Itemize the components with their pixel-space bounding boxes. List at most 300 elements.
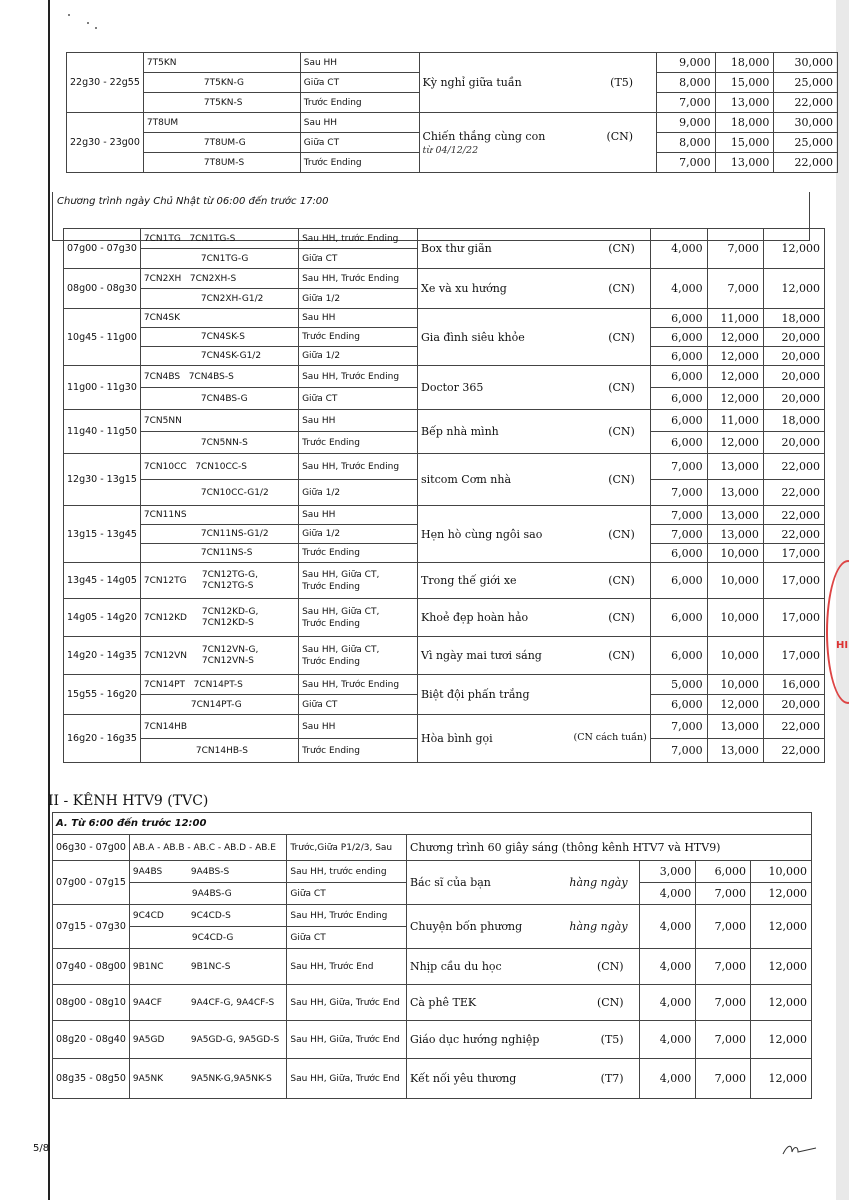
- program-code: 7CN1TG-G: [140, 249, 298, 269]
- price: 17,000: [763, 563, 824, 599]
- position: Sau HH: [299, 410, 418, 432]
- time-slot: 22g30 - 22g55: [67, 53, 144, 113]
- code-sub: 7CN2XH-S: [189, 273, 237, 284]
- price: 7,000: [650, 525, 707, 544]
- price: 12,000: [707, 347, 763, 366]
- price: 13,000: [707, 506, 763, 525]
- price: 12,000: [751, 1021, 812, 1059]
- airing-day: (CN): [608, 473, 635, 486]
- position: Giữa 1/2: [299, 347, 418, 366]
- price: 7,000: [696, 949, 751, 985]
- program-name-cell: [418, 637, 651, 675]
- price: 6,000: [650, 563, 707, 599]
- price: 4,000: [639, 949, 696, 985]
- price: 6,000: [696, 861, 751, 883]
- code-main: 7CN12TG: [143, 576, 187, 586]
- price: 4,000: [639, 985, 696, 1021]
- position: Trước,Giữa P1/2/3, Sau: [287, 835, 407, 861]
- program-name-cell: [406, 1021, 639, 1059]
- time-slot: 08g00 - 08g30: [64, 269, 141, 309]
- position: Trước Ending: [299, 328, 418, 347]
- program-code: [129, 905, 286, 927]
- program-code: 7CN4SK-S: [140, 328, 298, 347]
- airing-day: hàng ngày: [569, 920, 628, 933]
- program-code: 7CN14HB-S: [140, 739, 298, 763]
- time-slot: 11g40 - 11g50: [64, 410, 141, 454]
- price: 30,000: [774, 113, 838, 133]
- position: Sau HH, Trước Ending: [299, 366, 418, 388]
- price: 13,000: [715, 153, 774, 173]
- program-code: [140, 366, 298, 388]
- position: Sau HH: [300, 113, 419, 133]
- page-number: 5/8: [33, 1143, 50, 1154]
- program-code: [140, 675, 298, 695]
- subsection-title: A. Từ 6:00 đến trước 12:00: [53, 813, 812, 835]
- code-sub: 7CN12VN-G,: [201, 644, 259, 655]
- airing-day: (T5): [610, 76, 634, 89]
- price: 7,000: [707, 269, 763, 309]
- code-main: 9A5GD: [132, 1034, 165, 1045]
- position: Trước Ending: [299, 432, 418, 454]
- price: 7,000: [696, 1021, 751, 1059]
- program-code: [129, 861, 286, 883]
- price: 6,000: [650, 388, 707, 410]
- position: Giữa CT: [300, 133, 419, 153]
- price: 12,000: [751, 905, 812, 949]
- price: 30,000: [774, 53, 838, 73]
- price: 5,000: [650, 675, 707, 695]
- code-sub: 7CN12TG-S: [201, 580, 254, 591]
- airing-day: hàng ngày: [569, 876, 628, 889]
- schedule-table-htv9: [52, 812, 812, 1099]
- code-sub: 9C4CD-S: [190, 910, 231, 921]
- program-code: [129, 1059, 286, 1099]
- time-slot: 14g20 - 14g35: [64, 637, 141, 675]
- program-code: 7CN11NS-S: [140, 544, 298, 563]
- program-name-cell: [419, 53, 657, 113]
- price: 22,000: [763, 506, 824, 525]
- position: [299, 599, 418, 637]
- position: Giữa CT: [287, 927, 407, 949]
- code-sub: 9A5NK-G,9A5NK-S: [190, 1073, 272, 1084]
- position: Sau HH, Trước Ending: [299, 454, 418, 480]
- price: 11,000: [707, 309, 763, 328]
- price: 12,000: [751, 1059, 812, 1099]
- price: 12,000: [707, 328, 763, 347]
- price: 10,000: [707, 563, 763, 599]
- program-name: Kỳ nghỉ giữa tuần: [422, 76, 522, 89]
- program-code: 7CN11NS-G1/2: [140, 525, 298, 544]
- price: 17,000: [763, 544, 824, 563]
- program-name: Bác sĩ của bạn: [409, 876, 491, 889]
- price: 15,000: [715, 133, 774, 153]
- code-main: 9C4CD: [132, 910, 164, 921]
- time-slot: 10g45 - 11g00: [64, 309, 141, 366]
- code-main: 9A4BS: [132, 866, 163, 877]
- price: 20,000: [763, 388, 824, 410]
- position: Trước Ending: [300, 153, 419, 173]
- price: 6,000: [650, 366, 707, 388]
- airing-day: (CN cách tuần): [573, 732, 647, 743]
- code-main: 7CN4BS: [143, 371, 181, 382]
- code-main: 9B1NC: [132, 961, 164, 972]
- time-slot: 14g05 - 14g20: [64, 599, 141, 637]
- program-code: 7CN5NN: [140, 410, 298, 432]
- airing-day: (CN): [608, 527, 635, 541]
- program-name-cell: [418, 410, 651, 454]
- code-sub: 9A4CF-G, 9A4CF-S: [190, 997, 275, 1008]
- position: Giữa CT: [299, 388, 418, 410]
- program-name-cell: [418, 715, 651, 763]
- position-line: Sau HH, Giữa CT,: [302, 606, 380, 617]
- price: 4,000: [639, 1059, 696, 1099]
- price: 6,000: [650, 637, 707, 675]
- position: Giữa CT: [300, 73, 419, 93]
- code-sub: 7CN1TG-S: [189, 233, 236, 244]
- price: 18,000: [715, 113, 774, 133]
- price: 22,000: [763, 454, 824, 480]
- position: Sau HH, Trước Ending: [299, 675, 418, 695]
- price: 7,000: [696, 883, 751, 905]
- price: 17,000: [763, 637, 824, 675]
- program-code: AB.A - AB.B - AB.C - AB.D - AB.E: [129, 835, 286, 861]
- price: 7,000: [696, 985, 751, 1021]
- time-slot: 13g45 - 14g05: [64, 563, 141, 599]
- program-name-cell: [418, 269, 651, 309]
- position: Giữa CT: [299, 249, 418, 269]
- program-code: 7CN4BS-G: [140, 388, 298, 410]
- code-main: 7CN12KD: [143, 613, 187, 623]
- price: 7,000: [650, 480, 707, 506]
- red-seal-stamp: [826, 560, 849, 704]
- code-main: 7CN2XH: [143, 273, 182, 284]
- program-code: 9C4CD-G: [129, 927, 286, 949]
- price: 25,000: [774, 133, 838, 153]
- program-name-cell: [418, 563, 651, 599]
- position-line: Trước Ending: [302, 618, 360, 629]
- program-name-cell: [418, 309, 651, 366]
- program-name: Giáo dục hướng nghiệp: [409, 1033, 540, 1046]
- program-code: 7T5KN-G: [143, 73, 300, 93]
- position: Sau HH, Giữa, Trước End: [287, 1059, 407, 1099]
- position: Sau HH: [299, 506, 418, 525]
- program-name-cell: [406, 949, 639, 985]
- price: 7,000: [696, 1059, 751, 1099]
- program-code: 7CN10CC-G1/2: [140, 480, 298, 506]
- price: 9,000: [657, 113, 716, 133]
- price: 6,000: [650, 599, 707, 637]
- position: Trước Ending: [299, 739, 418, 763]
- price: 22,000: [763, 480, 824, 506]
- price: 12,000: [763, 229, 824, 269]
- position: Trước Ending: [300, 93, 419, 113]
- price: 18,000: [763, 309, 824, 328]
- airing-day: (CN): [608, 282, 635, 295]
- code-main: 7CN1TG: [143, 233, 181, 244]
- program-name-cell: [418, 366, 651, 410]
- program-name: Trong thế giới xe: [421, 574, 517, 587]
- price: 18,000: [715, 53, 774, 73]
- time-slot: 12g30 - 13g15: [64, 454, 141, 506]
- code-main: 9A5NK: [132, 1073, 164, 1084]
- time-slot: 08g00 - 08g10: [53, 985, 130, 1021]
- position: Sau HH, Giữa, Trước End: [287, 985, 407, 1021]
- position: Giữa 1/2: [299, 525, 418, 544]
- price: 12,000: [751, 883, 812, 905]
- program-name: Hòa bình gọi: [421, 732, 493, 745]
- code-sub: 7CN4BS-S: [188, 371, 234, 382]
- program-name: Vì ngày mai tươi sáng: [421, 649, 542, 662]
- price: 8,000: [657, 133, 716, 153]
- position: Sau HH, Trước Ending: [287, 905, 407, 927]
- time-slot: 15g55 - 16g20: [64, 675, 141, 715]
- position-line: Sau HH, Giữa CT,: [302, 569, 380, 580]
- price: 7,000: [696, 905, 751, 949]
- position: Giữa CT: [299, 695, 418, 715]
- price: 22,000: [774, 153, 838, 173]
- airing-day: (T7): [600, 1072, 624, 1085]
- price: 22,000: [763, 715, 824, 739]
- price: 11,000: [707, 410, 763, 432]
- program-name: Bếp nhà mình: [421, 425, 499, 438]
- price: 4,000: [650, 229, 707, 269]
- price: 6,000: [650, 309, 707, 328]
- airing-day: (CN): [606, 129, 634, 143]
- program-name-cell: [406, 861, 639, 905]
- position: Sau HH: [300, 53, 419, 73]
- price: 22,000: [774, 93, 838, 113]
- position: Giữa CT: [287, 883, 407, 905]
- position: Sau HH: [299, 309, 418, 328]
- code-main: 7CN14PT: [143, 679, 186, 690]
- time-slot: 22g30 - 23g00: [67, 113, 144, 173]
- program-name: Chiến thắng cùng con: [422, 129, 546, 143]
- scan-marks: [66, 12, 106, 32]
- code-sub: 7CN14PT-S: [193, 679, 243, 690]
- program-code: 7CN4SK-G1/2: [140, 347, 298, 366]
- program-name-cell: [419, 113, 657, 173]
- program-code: [140, 269, 298, 289]
- start-note: từ 04/12/22: [422, 144, 479, 156]
- program-name: Chương trình 60 giây sáng (thông kênh HTV7 và HTV9): [406, 835, 811, 861]
- program-code: 7T5KN: [143, 53, 300, 73]
- airing-day: (CN): [608, 242, 635, 255]
- section-title: Chương trình ngày Chủ Nhật từ 06:00 đến trước 17:00: [57, 196, 329, 207]
- price: 7,000: [657, 153, 716, 173]
- program-name: Chuyện bốn phương: [409, 920, 523, 933]
- program-code: 7CN2XH-G1/2: [140, 289, 298, 309]
- program-code: [140, 229, 298, 249]
- price: 12,000: [751, 985, 812, 1021]
- program-name-cell: [418, 506, 651, 563]
- price: 10,000: [707, 675, 763, 695]
- program-code: 7T5KN-S: [143, 93, 300, 113]
- program-name-cell: [406, 905, 639, 949]
- price: 6,000: [650, 347, 707, 366]
- time-slot: 08g35 - 08g50: [53, 1059, 130, 1099]
- price: 6,000: [650, 544, 707, 563]
- time-slot: 07g40 - 08g00: [53, 949, 130, 985]
- program-name-cell: [406, 1059, 639, 1099]
- program-code: 7T8UM-G: [143, 133, 300, 153]
- price: 13,000: [707, 715, 763, 739]
- price: 10,000: [751, 861, 812, 883]
- price: 12,000: [707, 695, 763, 715]
- airing-day: (CN): [608, 574, 635, 587]
- airing-day: (CN): [608, 381, 635, 394]
- program-code: 7CN11NS: [140, 506, 298, 525]
- position: Sau HH, Giữa, Trước End: [287, 1021, 407, 1059]
- position: Sau HH, Trước Ending: [299, 269, 418, 289]
- code-main: 9A4CF: [132, 997, 162, 1008]
- price: 9,000: [657, 53, 716, 73]
- price: 6,000: [650, 328, 707, 347]
- code-main: 7CN10CC: [143, 461, 187, 472]
- program-name-cell: [406, 985, 639, 1021]
- price: 20,000: [763, 328, 824, 347]
- price: 16,000: [763, 675, 824, 695]
- position: Sau HH, trước Ending: [299, 229, 418, 249]
- price: 20,000: [763, 366, 824, 388]
- airing-day: (CN): [596, 960, 624, 973]
- price: 18,000: [763, 410, 824, 432]
- airing-day: (CN): [608, 649, 635, 662]
- stamp-text: HI: [836, 640, 849, 651]
- price: 7,000: [707, 229, 763, 269]
- program-code: [140, 563, 298, 599]
- price: 15,000: [715, 73, 774, 93]
- section-heading-htv9: II - KÊNH HTV9 (TVC): [48, 793, 209, 809]
- price: 7,000: [657, 93, 716, 113]
- program-code: [140, 599, 298, 637]
- program-name: Kết nối yêu thương: [409, 1072, 517, 1085]
- program-name: Cà phê TEK: [409, 996, 477, 1009]
- program-code: [129, 949, 286, 985]
- price: 4,000: [639, 1021, 696, 1059]
- program-name: Hẹn hò cùng ngôi sao: [421, 527, 543, 541]
- position: [299, 563, 418, 599]
- schedule-table-weekday: [66, 52, 838, 173]
- code-sub: 7CN12KD-S: [201, 617, 254, 628]
- price: 13,000: [707, 454, 763, 480]
- airing-day: (CN): [608, 611, 635, 624]
- time-slot: 06g30 - 07g00: [53, 835, 130, 861]
- code-sub: 7CN12TG-G,: [201, 569, 258, 580]
- program-code: [129, 1021, 286, 1059]
- price: 3,000: [639, 861, 696, 883]
- price: 13,000: [715, 93, 774, 113]
- time-slot: 07g15 - 07g30: [53, 905, 130, 949]
- code-sub: 7CN12KD-G,: [201, 606, 259, 617]
- time-slot: 08g20 - 08g40: [53, 1021, 130, 1059]
- program-name: Doctor 365: [421, 381, 484, 394]
- program-code: 7CN14HB: [140, 715, 298, 739]
- program-name-cell: [418, 675, 651, 715]
- price: 17,000: [763, 599, 824, 637]
- program-name: sitcom Cơm nhà: [421, 473, 512, 486]
- program-name: Khoẻ đẹp hoàn hảo: [421, 611, 529, 624]
- price: 22,000: [763, 525, 824, 544]
- price: 13,000: [707, 739, 763, 763]
- time-slot: 13g15 - 13g45: [64, 506, 141, 563]
- code-sub: 7CN12VN-S: [201, 655, 254, 666]
- binding-margin: [0, 0, 50, 1200]
- position: Sau HH, trước ending: [287, 861, 407, 883]
- price: 12,000: [707, 432, 763, 454]
- program-code: 7CN4SK: [140, 309, 298, 328]
- price: 7,000: [650, 506, 707, 525]
- price: 12,000: [751, 949, 812, 985]
- position: Trước Ending: [299, 544, 418, 563]
- price: 8,000: [657, 73, 716, 93]
- price: 6,000: [650, 410, 707, 432]
- schedule-table-sunday: [63, 228, 825, 763]
- price: 22,000: [763, 739, 824, 763]
- position: [299, 637, 418, 675]
- price: 7,000: [650, 715, 707, 739]
- program-code: [140, 454, 298, 480]
- price: 12,000: [707, 366, 763, 388]
- price: 20,000: [763, 347, 824, 366]
- price: 10,000: [707, 544, 763, 563]
- position: Sau HH: [299, 715, 418, 739]
- program-code: [129, 985, 286, 1021]
- code-sub: 9A4BS-S: [190, 866, 230, 877]
- program-name-cell: [418, 599, 651, 637]
- price: 7,000: [650, 739, 707, 763]
- code-main: 7CN12VN: [143, 651, 187, 661]
- code-sub: 9A5GD-G, 9A5GD-S: [190, 1034, 280, 1045]
- program-name: Box thư giãn: [421, 242, 492, 255]
- program-name: Nhịp cầu du học: [409, 960, 502, 973]
- program-code: 7T8UM-S: [143, 153, 300, 173]
- price: 7,000: [650, 454, 707, 480]
- price: 10,000: [707, 599, 763, 637]
- program-code: 7CN14PT-G: [140, 695, 298, 715]
- program-code: 9A4BS-G: [129, 883, 286, 905]
- price: 4,000: [650, 269, 707, 309]
- program-name-cell: [418, 229, 651, 269]
- price: 12,000: [763, 269, 824, 309]
- price: 12,000: [707, 388, 763, 410]
- position-line: Trước Ending: [302, 581, 360, 592]
- price: 20,000: [763, 432, 824, 454]
- price: 10,000: [707, 637, 763, 675]
- price: 25,000: [774, 73, 838, 93]
- price: 6,000: [650, 432, 707, 454]
- program-code: [140, 637, 298, 675]
- airing-day: (CN): [596, 996, 624, 1009]
- program-name: Gia đình siêu khỏe: [421, 330, 525, 344]
- program-name-cell: [418, 454, 651, 506]
- position: Sau HH, Trước End: [287, 949, 407, 985]
- position: Giữa 1/2: [299, 480, 418, 506]
- price: 6,000: [650, 695, 707, 715]
- program-code: 7T8UM: [143, 113, 300, 133]
- price: 20,000: [763, 695, 824, 715]
- code-sub: 7CN10CC-S: [195, 461, 247, 472]
- program-code: 7CN5NN-S: [140, 432, 298, 454]
- price: 4,000: [639, 905, 696, 949]
- program-name: Xe và xu hướng: [421, 282, 507, 295]
- signature-mark: [780, 1140, 820, 1160]
- price: 13,000: [707, 525, 763, 544]
- airing-day: (CN): [608, 330, 635, 344]
- time-slot: 11g00 - 11g30: [64, 366, 141, 410]
- position: Giữa 1/2: [299, 289, 418, 309]
- position-line: Sau HH, Giữa CT,: [302, 644, 380, 655]
- airing-day: (T5): [600, 1033, 624, 1046]
